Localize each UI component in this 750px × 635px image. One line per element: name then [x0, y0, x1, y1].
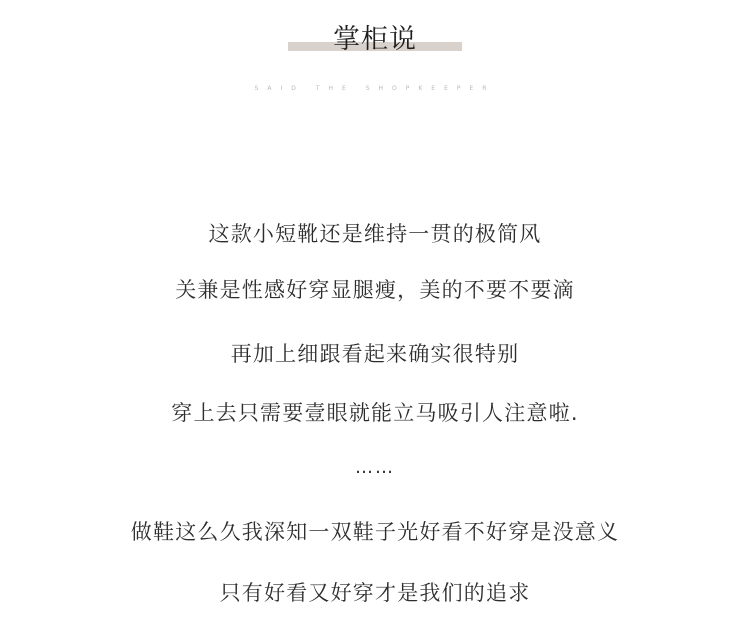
- text-line: 做鞋这么久我深知一双鞋子光好看不好穿是没意义: [130, 520, 620, 544]
- page-subtitle: SAID THE SHOPKEEPER: [254, 85, 496, 92]
- text-line: 只有好看又好穿才是我们的追求: [219, 581, 531, 605]
- text-line: 这款小短靴还是维持一贯的极简风: [208, 222, 542, 246]
- text-line: 穿上去只需要壹眼就能立马吸引人注意啦.: [171, 401, 579, 425]
- ellipsis-line: ……: [355, 457, 395, 478]
- text-line: 关兼是性感好穿显腿瘦，美的不要不要滴: [175, 278, 575, 302]
- text-line: 再加上细跟看起来确实很特别: [230, 342, 520, 366]
- page-title-text: 掌柜说: [333, 24, 417, 55]
